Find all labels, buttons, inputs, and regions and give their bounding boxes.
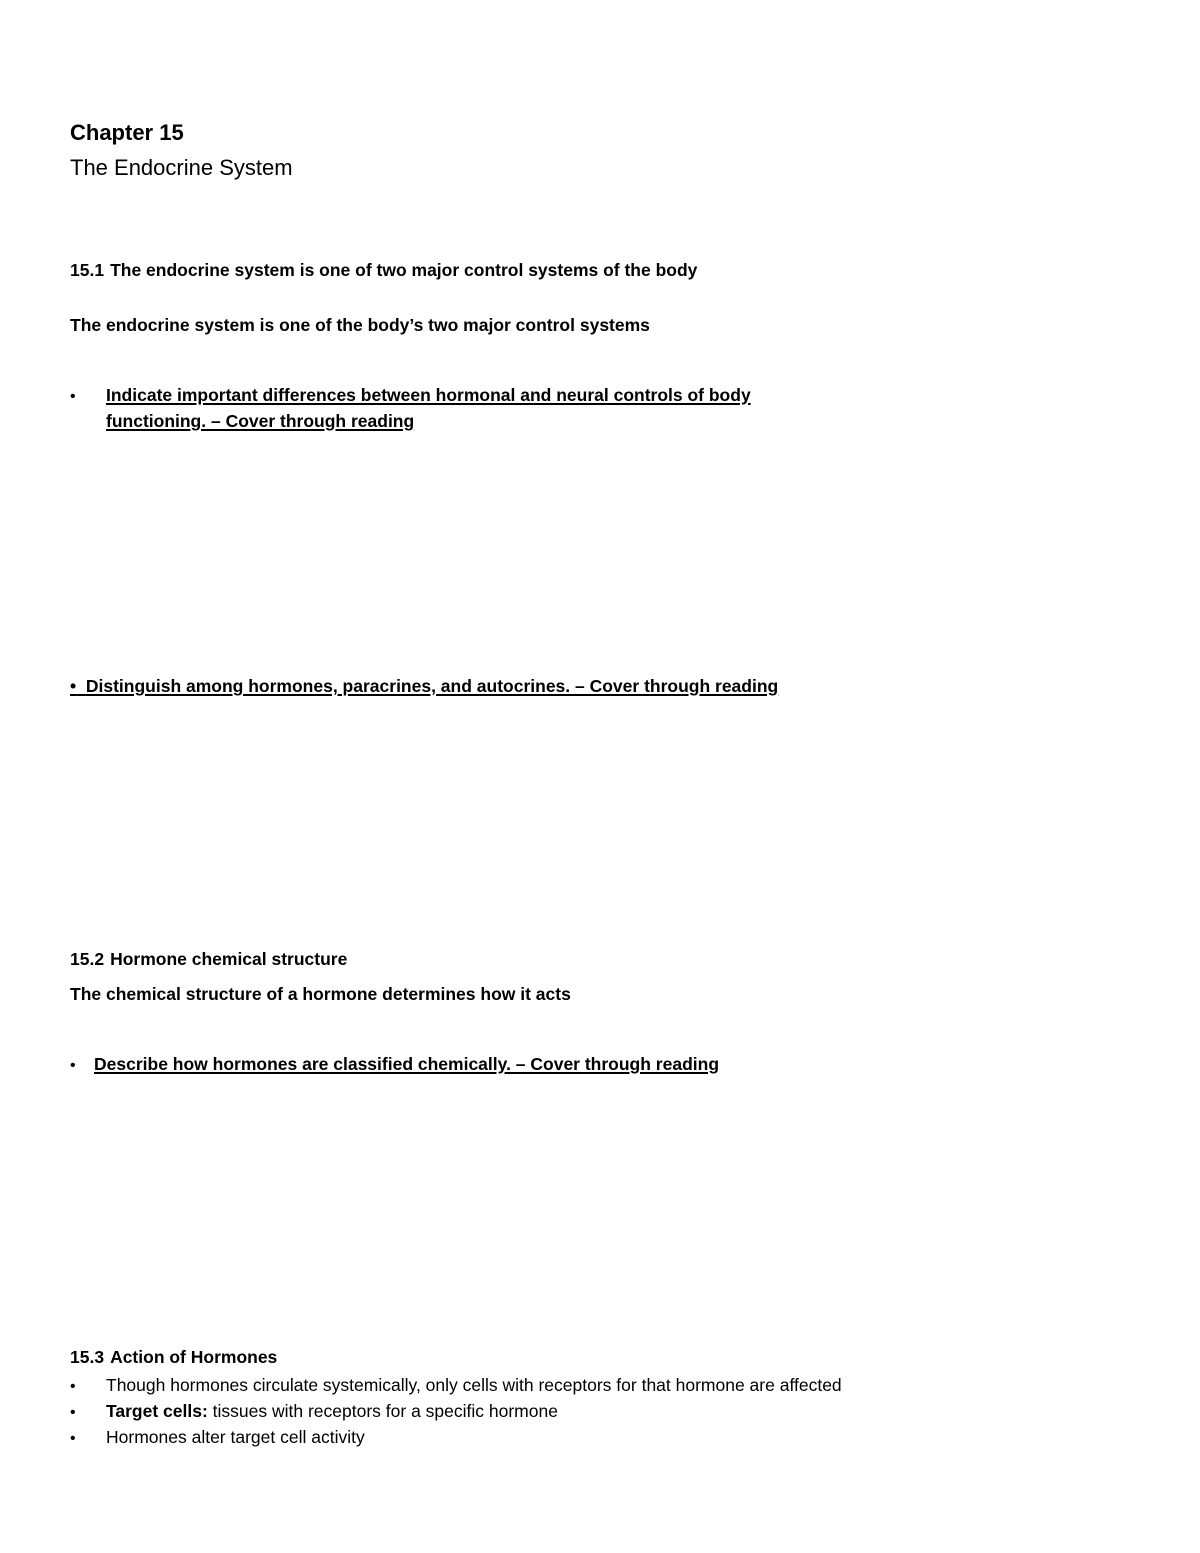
section-3-number: 15.3 bbox=[70, 1347, 105, 1367]
section-3-bullet-3: Hormones alter target cell activity bbox=[106, 1427, 365, 1447]
section-3-bullet-2-text: tissues with receptors for a specific hormone bbox=[207, 1401, 558, 1421]
section-2-heading bbox=[70, 949, 347, 970]
section-2-title: Hormone chemical structure bbox=[110, 949, 348, 969]
bullet-icon: • bbox=[70, 1057, 76, 1074]
bullet-icon: • bbox=[70, 388, 76, 405]
section-1-objective-1-line-1: Indicate important differences between hormonal and neural controls of body bbox=[106, 385, 751, 405]
section-2-statement: The chemical structure of a hormone determines how it acts bbox=[70, 984, 571, 1004]
section-2-objective-1: Describe how hormones are classified chemically. – Cover through reading bbox=[94, 1054, 720, 1074]
section-3-bullet-2-term: Target cells: bbox=[106, 1401, 208, 1421]
section-1-objective-1-line-2: functioning. – Cover through reading bbox=[106, 411, 415, 431]
section-1-heading bbox=[70, 260, 697, 281]
section-1-objective-2-text: Distinguish among hormones, paracrines, and autocrines. – Cover through reading bbox=[85, 676, 779, 696]
bullet-icon: • bbox=[70, 1378, 76, 1395]
section-3-bullet-1: Though hormones circulate systemically, only cells with receptors for that hormone are affected bbox=[106, 1375, 842, 1395]
section-2-number: 15.2 bbox=[70, 949, 105, 969]
bullet-icon: • bbox=[70, 676, 77, 696]
section-3-title: Action of Hormones bbox=[110, 1347, 278, 1367]
chapter-title: Chapter 15 bbox=[70, 120, 184, 145]
bullet-icon: • bbox=[70, 1404, 76, 1421]
section-1-title: The endocrine system is one of two major control systems of the body bbox=[110, 260, 698, 280]
section-3-bullet-2 bbox=[106, 1401, 558, 1422]
chapter-subtitle: The Endocrine System bbox=[70, 155, 293, 180]
section-3-heading bbox=[70, 1347, 277, 1368]
section-1-statement: The endocrine system is one of the body’s two major control systems bbox=[70, 315, 650, 335]
bullet-icon: • bbox=[70, 1430, 76, 1447]
section-1-number: 15.1 bbox=[70, 260, 105, 280]
section-1-objective-2 bbox=[70, 676, 778, 697]
